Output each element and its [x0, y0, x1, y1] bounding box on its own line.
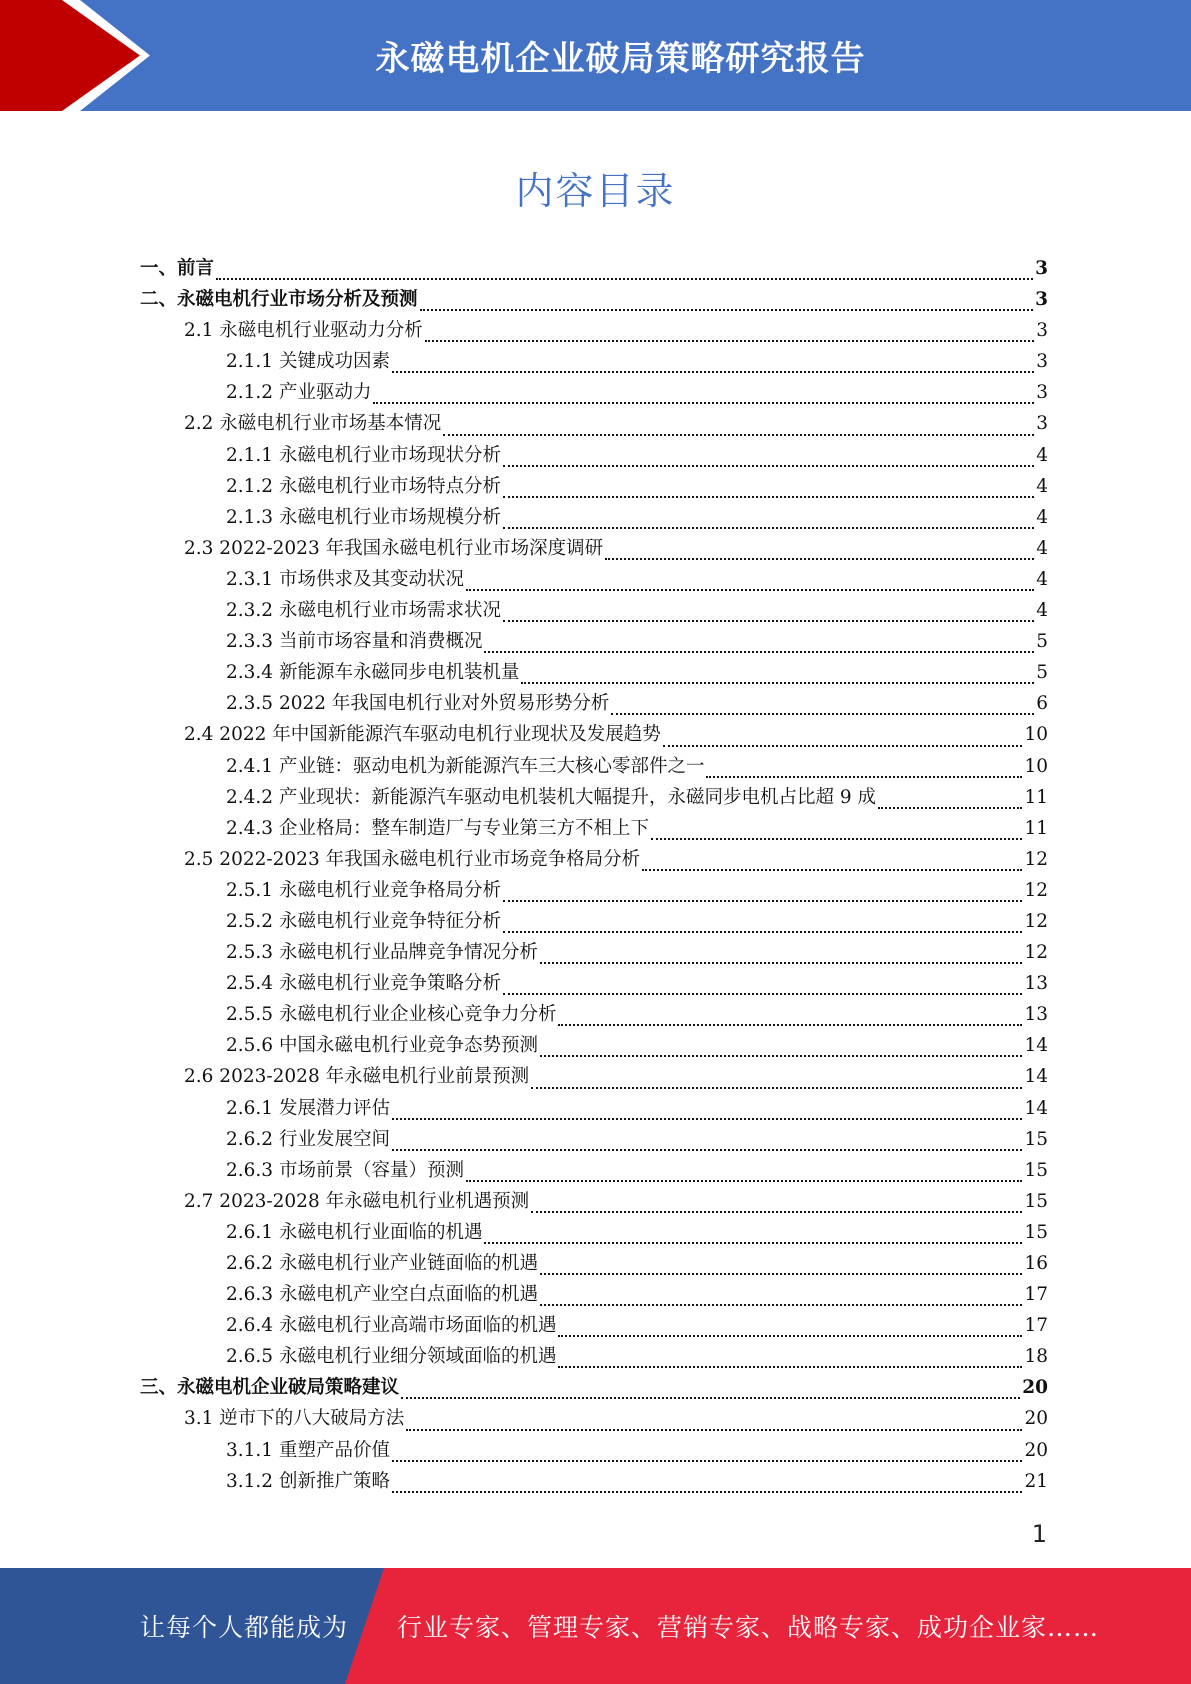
toc-entry-page: 11: [1024, 786, 1048, 808]
toc-entry-title: 2.3.3 当前市场容量和消费概况: [226, 631, 483, 653]
toc-entry-page: 16: [1024, 1253, 1048, 1274]
toc-entry-title: 2.1.1 永磁电机行业市场现状分析: [226, 444, 501, 466]
toc-entry-page: 4: [1036, 475, 1048, 497]
toc-entry[interactable]: [140, 968, 1048, 999]
toc-entry[interactable]: [140, 284, 1048, 315]
toc-dot-leader: [558, 1366, 1022, 1368]
toc-dot-leader: [392, 1491, 1022, 1493]
toc-entry[interactable]: [140, 471, 1048, 502]
toc-dot-leader: [503, 527, 1034, 529]
toc-entry-title: 2.6.3 市场前景（容量）预测: [226, 1159, 464, 1181]
toc-entry-title: 2.3.2 永磁电机行业市场需求状况: [226, 600, 501, 622]
toc-entry[interactable]: [140, 1310, 1048, 1341]
toc-dot-leader: [392, 1149, 1022, 1151]
toc-entry-page: 17: [1024, 1284, 1048, 1306]
toc-entry-title: 2.5 2022-2023 年我国永磁电机行业市场竞争格局分析: [184, 848, 641, 870]
toc-entry-title: 2.3.5 2022 年我国电机行业对外贸易形势分析: [226, 693, 610, 715]
toc-entry-page: 11: [1024, 817, 1048, 839]
toc-entry[interactable]: [140, 782, 1048, 813]
toc-entry-title: 2.6.3 永磁电机产业空白点面临的机遇: [226, 1284, 538, 1306]
toc-dot-leader: [392, 1118, 1022, 1120]
toc-dot-leader: [503, 993, 1022, 995]
toc-dot-leader: [558, 1335, 1022, 1337]
toc-dot-leader: [503, 931, 1022, 933]
toc-entry-page: 15: [1024, 1128, 1048, 1150]
toc-entry-page: 3: [1035, 289, 1048, 311]
toc-entry[interactable]: [140, 1466, 1048, 1497]
toc-entry-page: 3: [1036, 320, 1048, 342]
toc-dot-leader: [484, 651, 1034, 653]
toc-entry[interactable]: [140, 1155, 1048, 1186]
toc-entry-title: 三、永磁电机企业破局策略建议: [140, 1377, 400, 1399]
toc-entry-page: 10: [1024, 724, 1048, 746]
toc-dot-leader: [540, 1273, 1022, 1275]
toc-entry-page: 3: [1035, 258, 1048, 279]
toc-entry[interactable]: [140, 346, 1048, 377]
toc-dot-leader: [503, 496, 1034, 498]
header-banner: [0, 0, 1191, 111]
toc-dot-leader: [540, 1304, 1022, 1306]
toc-entry[interactable]: [140, 377, 1048, 408]
toc-entry[interactable]: [140, 564, 1048, 595]
page-number: 1: [1031, 1520, 1047, 1548]
toc-entry-page: 13: [1024, 973, 1048, 995]
toc-entry-page: 3: [1036, 382, 1048, 404]
toc-entry-page: 3: [1036, 351, 1048, 373]
toc-entry-page: 6: [1036, 693, 1048, 715]
toc-entry[interactable]: [140, 813, 1048, 844]
toc-entry[interactable]: [140, 688, 1048, 719]
toc-entry-page: 13: [1024, 1004, 1048, 1026]
toc-dot-leader: [420, 309, 1034, 311]
toc-entry[interactable]: [140, 533, 1048, 564]
toc-entry-title: 2.2 永磁电机行业市场基本情况: [184, 413, 442, 435]
toc-dot-leader: [503, 465, 1034, 467]
toc-entry[interactable]: [140, 408, 1048, 439]
toc-dot-leader: [466, 589, 1034, 591]
toc-dot-leader: [401, 1397, 1020, 1399]
toc-dot-leader: [521, 682, 1034, 684]
toc-entry-title: 2.6.5 永磁电机行业细分领域面临的机遇: [226, 1346, 557, 1368]
toc-entry-title: 2.1.2 产业驱动力: [226, 382, 372, 404]
toc-entry[interactable]: [140, 1341, 1048, 1372]
toc-dot-leader: [642, 869, 1022, 871]
toc-entry-title: 2.1.3 永磁电机行业市场规模分析: [226, 506, 501, 528]
toc-entry-title: 2.5.5 永磁电机行业企业核心竞争力分析: [226, 1004, 557, 1026]
toc-entry-title: 2.6.2 行业发展空间: [226, 1128, 390, 1150]
toc-entry[interactable]: [140, 1061, 1048, 1092]
toc-entry-page: 15: [1024, 1159, 1048, 1181]
toc-dot-leader: [484, 1242, 1022, 1244]
toc-dot-leader: [605, 558, 1034, 560]
toc-entry-title: 2.4.2 产业现状：新能源汽车驱动电机装机大幅提升，永磁同步电机占比超 9 成: [226, 786, 876, 808]
toc-dot-leader: [392, 371, 1034, 373]
toc-entry-page: 20: [1024, 1408, 1048, 1430]
toc-entry-title: 3.1.2 创新推广策略: [226, 1470, 390, 1492]
toc-entry-title: 2.3 2022-2023 年我国永磁电机行业市场深度调研: [184, 537, 604, 559]
footer-slogan: 让每个人都能成为: [140, 1613, 349, 1642]
toc-entry-title: 二、永磁电机行业市场分析及预测: [140, 289, 418, 311]
toc-entry-title: 2.5.1 永磁电机行业竞争格局分析: [226, 879, 501, 901]
toc-entry-page: 5: [1036, 662, 1048, 684]
toc-entry-title: 2.6.1 发展潜力评估: [226, 1097, 390, 1119]
toc-entry[interactable]: [140, 1093, 1048, 1124]
toc-entry[interactable]: [140, 844, 1048, 875]
toc-dot-leader: [531, 1087, 1022, 1089]
toc-entry[interactable]: [140, 626, 1048, 657]
toc-entry-page: 4: [1036, 444, 1048, 466]
toc-entry-page: 20: [1022, 1377, 1048, 1399]
report-title: 永磁电机企业破局策略研究报告: [375, 39, 866, 79]
toc-entry[interactable]: [140, 906, 1048, 937]
toc-entry[interactable]: [140, 719, 1048, 750]
toc-entry-page: 12: [1024, 942, 1048, 964]
toc-entry-page: 4: [1036, 537, 1048, 559]
toc-entry[interactable]: [140, 502, 1048, 533]
toc-dot-leader: [540, 962, 1022, 964]
toc-dot-leader: [531, 1211, 1022, 1213]
toc-dot-leader: [406, 1429, 1022, 1431]
toc-entry[interactable]: [140, 1279, 1048, 1310]
toc-entry-title: 2.5.4 永磁电机行业竞争策略分析: [226, 973, 501, 995]
toc-entry-title: 2.5.3 永磁电机行业品牌竞争情况分析: [226, 942, 538, 964]
toc-dot-leader: [443, 434, 1034, 436]
toc-entry-title: 2.1.2 永磁电机行业市场特点分析: [226, 475, 501, 497]
toc-entry-page: 10: [1024, 755, 1048, 777]
footer-banner: [0, 1568, 1191, 1684]
toc-entry[interactable]: [140, 1217, 1048, 1248]
toc-dot-leader: [425, 340, 1034, 342]
toc-dot-leader: [611, 713, 1034, 715]
toc-entry-page: 3: [1036, 413, 1048, 435]
toc-entry[interactable]: [140, 253, 1048, 284]
toc-dot-leader: [540, 1055, 1022, 1057]
toc-dot-leader: [503, 900, 1022, 902]
toc-entry[interactable]: [140, 999, 1048, 1030]
toc-entry-title: 2.3.4 新能源车永磁同步电机装机量: [226, 662, 520, 684]
toc-entry-page: 12: [1024, 910, 1048, 932]
table-of-contents: [140, 253, 1048, 1497]
toc-dot-leader: [651, 838, 1022, 840]
red-chevron-icon: [0, 0, 160, 111]
toc-entry-title: 2.5.2 永磁电机行业竞争特征分析: [226, 910, 501, 932]
toc-dot-leader: [663, 745, 1023, 747]
toc-dot-leader: [878, 807, 1022, 809]
toc-entry[interactable]: [140, 595, 1048, 626]
toc-entry-page: 18: [1024, 1346, 1048, 1368]
toc-entry-title: 2.6 2023-2028 年永磁电机行业前景预测: [184, 1066, 530, 1088]
toc-entry[interactable]: [140, 937, 1048, 968]
footer-expert-list: 行业专家、管理专家、营销专家、战略专家、成功企业家……: [397, 1613, 1100, 1642]
toc-entry[interactable]: [140, 1372, 1048, 1403]
toc-entry-page: 17: [1024, 1315, 1048, 1337]
toc-heading: 内容目录: [515, 169, 676, 213]
toc-entry-page: 4: [1036, 568, 1048, 590]
toc-entry[interactable]: [140, 657, 1048, 688]
toc-dot-leader: [558, 1024, 1022, 1026]
toc-entry-title: 3.1.1 重塑产品价值: [226, 1439, 390, 1461]
toc-dot-leader: [216, 278, 1033, 280]
toc-entry[interactable]: [140, 875, 1048, 906]
toc-entry[interactable]: [140, 315, 1048, 346]
toc-dot-leader: [503, 620, 1034, 622]
toc-entry-page: 4: [1036, 600, 1048, 622]
toc-entry[interactable]: [140, 751, 1048, 782]
toc-entry-title: 2.1.1 关键成功因素: [226, 351, 390, 373]
toc-entry[interactable]: [140, 440, 1048, 471]
toc-entry-page: 15: [1024, 1190, 1048, 1212]
toc-entry-page: 20: [1024, 1439, 1048, 1461]
toc-entry-page: 15: [1024, 1221, 1048, 1243]
toc-entry[interactable]: [140, 1248, 1048, 1279]
toc-entry-title: 2.4.1 产业链：驱动电机为新能源汽车三大核心零部件之一: [226, 755, 705, 777]
toc-dot-leader: [706, 776, 1022, 778]
toc-entry-page: 14: [1024, 1097, 1048, 1119]
toc-entry-title: 2.6.4 永磁电机行业高端市场面临的机遇: [226, 1315, 557, 1337]
toc-entry-title: 一、前言: [140, 258, 215, 279]
toc-entry-page: 21: [1024, 1470, 1048, 1492]
toc-entry-page: 5: [1036, 631, 1048, 653]
toc-entry-title: 2.1 永磁电机行业驱动力分析: [184, 320, 423, 342]
toc-entry-title: 2.4.3 企业格局：整车制造厂与专业第三方不相上下: [226, 817, 649, 839]
toc-entry-title: 2.6.2 永磁电机行业产业链面临的机遇: [226, 1253, 538, 1274]
toc-entry-title: 2.7 2023-2028 年永磁电机行业机遇预测: [184, 1190, 530, 1212]
toc-dot-leader: [373, 402, 1034, 404]
toc-entry-page: 14: [1024, 1066, 1048, 1088]
toc-entry-page: 14: [1024, 1035, 1048, 1057]
toc-entry[interactable]: [140, 1403, 1048, 1434]
toc-entry-page: 12: [1024, 848, 1048, 870]
toc-entry-title: 2.4 2022 年中国新能源汽车驱动电机行业现状及发展趋势: [184, 724, 661, 746]
toc-entry[interactable]: [140, 1435, 1048, 1466]
toc-entry-page: 4: [1036, 506, 1048, 528]
toc-entry-title: 2.6.1 永磁电机行业面临的机遇: [226, 1221, 483, 1243]
toc-entry-page: 12: [1024, 879, 1048, 901]
toc-dot-leader: [466, 1180, 1022, 1182]
toc-entry[interactable]: [140, 1030, 1048, 1061]
toc-entry[interactable]: [140, 1124, 1048, 1155]
toc-entry-title: 2.5.6 中国永磁电机行业竞争态势预测: [226, 1035, 538, 1057]
toc-entry-title: 2.3.1 市场供求及其变动状况: [226, 568, 464, 590]
toc-entry-title: 3.1 逆市下的八大破局方法: [184, 1408, 405, 1430]
toc-entry[interactable]: [140, 1186, 1048, 1217]
toc-dot-leader: [392, 1460, 1022, 1462]
